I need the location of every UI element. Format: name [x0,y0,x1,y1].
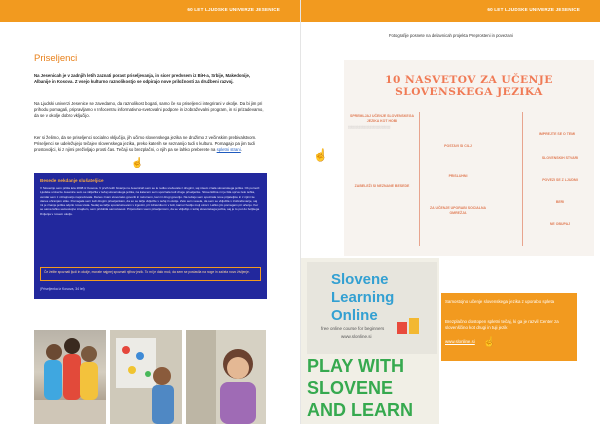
tip-5: ZA UČENJE UPORABI SOCIALNA OMREŽJA [429,206,487,215]
photo-painting-activity [110,330,182,424]
hand-cursor-icon-3: ☝ [483,337,496,348]
infographic [344,60,594,256]
tip-7: SLOVENSKIH STVARI [541,156,579,160]
intro-paragraph-text: Na Jesenicah je v zadnjih letih zaznati porast priseljevanja, in sicer predvsem iz BiH-a, Srbije, Makedonije, Albanije in Kosova. Z vsejo kulturno raznolikostjo se odpirajo nove priložnosti za družbeni razvoj. [34,73,251,85]
poster-illustration [301,258,439,424]
infographic-title-line2: SLOVENSKEGA JEZIKA [395,86,543,98]
tip-2: POSTAVI SI CILJ [444,144,472,148]
tip-8: POVEZI SE Z LJUDMI [542,178,578,182]
panel-line2: Brezplačno dostopen spletni tečaj, ki ga je razvil Center za slovenščino kot drugi in tuji jezik [445,319,559,330]
photo-children-group [34,330,106,424]
third-paragraph-text: Ker si želimo, da se priseljenci socialno vključijo, jih učimo slovenskega jezika ne družimo z večinskim prebivalstvom. Priseljenci se udeležujejo tečajev slovenskega jezika, preko katerih se seznanijo tudi s kulturo. Pomagajo pa jim tudi prostovoljci, ki z njimi preživljajo prosti čas. Tečaji so brezplačni, o njih pa se lahko preberete na [34,135,257,153]
header-band-left [0,0,300,22]
header-title-right: 60 LET LJUDSKE UNIVERZE JESENICE [487,7,580,12]
testimonial-text: V Slovenijo sem prišla leta 2008 iz Kosova. V prvih letih bivanja na Jesenicah sem se le redko srečevala z drugimi, saj nisem znala slovenskega jezika. Ob pomoči Ljudske univerze Jesenice sem se vključila v tečaj slovenskega jezika, na katerem sem spoznala tudi druge priseljenke. Slovenščina mi je bila sprva zelo težka, vendar sem z vztrajnostjo napredovala. Danes znam slovensko govoriti in razumem, kar mi drugi govorijo. Na tečaju sem spoznala nove prijateljice in z njimi še danes ohranjam stike. Pomagala sem tudi drugim priseljenkam, da so se lažje vključile v tečaj in okolje. Zelo sem vesela, da sem se vključila v izobraževanje, saj mi je znanje jezika odprlo nova vrata. Sedaj se lažje sporazumevam v trgovini, pri zdravniku in v šoli, kamor hodijo moji otroci. Lahko jim pomagam pri učenju. Ker se sama lahko samostojno znajdem, sem pridobila samozavest. Priporočam vsem priseljencem, da se vključijo v tečaj slovenskega jezika, saj je to pot do boljšega življenja v novem okolju. [40,186,260,216]
hand-cursor-icon: ☝ [131,158,144,169]
testimonial-box [34,173,267,299]
children-photo-illustration [34,330,106,424]
poster-line1: Slovene [331,271,389,288]
poster-line2: Learning [331,289,395,306]
poster-line6: PLAY WITH [307,356,405,376]
panel-line1: Samostojno učenje slovenskega jezika z uporabo spleta [445,299,555,304]
poster-line5: www.slonline.si [341,334,372,339]
third-paragraph: Ker si želimo, da se priseljenci socialno vključijo, jih učimo slovenskega jezika ne družimo z večinskim prebivalstvom. Priseljenci se udeležujejo tečajev slovenskega jezika, preko katerih se seznanijo tudi s kulturo. Pomagajo pa jim tudi prostovoljci, ki z njimi preživljajo prosti čas. Tečaji so brezplačni, o njih pa se lahko preberete na spletni strani. [34,135,257,153]
tip-4: PRISLUHNI [448,174,468,178]
poster-line7: SLOVENE [307,378,394,398]
tip-6: IMPREJTE SE O TEMI [538,132,576,136]
slonline-link[interactable]: www.slonline.si [445,339,475,344]
page-title: Priseljenci [34,53,78,64]
header-title-left: 60 LET LJUDSKE UNIVERZE JESENICE [187,7,280,12]
infographic-title-line1: 10 NASVETOV ZA UČENJE [385,74,553,86]
child-photo-illustration [186,330,266,424]
intro-paragraph [34,73,266,85]
panel-link-row [445,339,573,345]
website-link[interactable]: spletni strani [216,147,241,153]
hand-cursor-icon-2: ☝ [313,148,328,162]
testimonial-title: Besede nekdanje slušateljice [40,178,104,183]
right-page [300,0,600,424]
tip-1-text: ░░░░░░░░░░░░░░░░░░░░░░░ [348,126,391,129]
poster-line3: Online [331,307,378,324]
photo-caption: Fotografije posnete na delavnicah projekta Preprosteni in povezani [389,33,513,38]
tip-1: SPREMLJAJ UČENJE SLOVENSKEGA JEZIKA KOT HOBI [350,114,414,123]
tip-3: ZABELEŽI SI NEZNANE BESEDE [354,184,410,188]
infographic-spine-left [419,112,420,246]
tip-10: NE OBUPAJ [549,222,571,226]
infographic-title [344,74,594,98]
poster-line4: free online course for beginners [321,326,385,331]
photo-smiling-child [186,330,266,424]
online-course-panel [441,293,577,361]
header-band-right [301,0,600,22]
painting-photo-illustration [110,330,182,424]
testimonial-signature: (Priseljenka iz Kosova, 34 let) [40,287,85,291]
second-paragraph: Na Ljudski univerzi Jesenice se zavedamo, da raznolikost bogati, samo če so priseljenci integrirani v okolje. Da bi jim pri prihodu pomagali, pripravljamo v Infocentru informativno-svetovalni podpore in izobraževalni program, in si prizadevamo, da se v okolje dobro vključijo. [34,101,264,119]
testimonial-quote: Če želite spoznati ljudi in okolje, morate najprej spoznati njihov jezik. To mi je dalo moč, da sem se postavila na noge in začela novo življenje. [40,267,261,281]
tip-9: BERI [555,200,565,204]
poster-line8: AND LEARN [307,400,413,420]
slonline-poster [301,258,439,424]
